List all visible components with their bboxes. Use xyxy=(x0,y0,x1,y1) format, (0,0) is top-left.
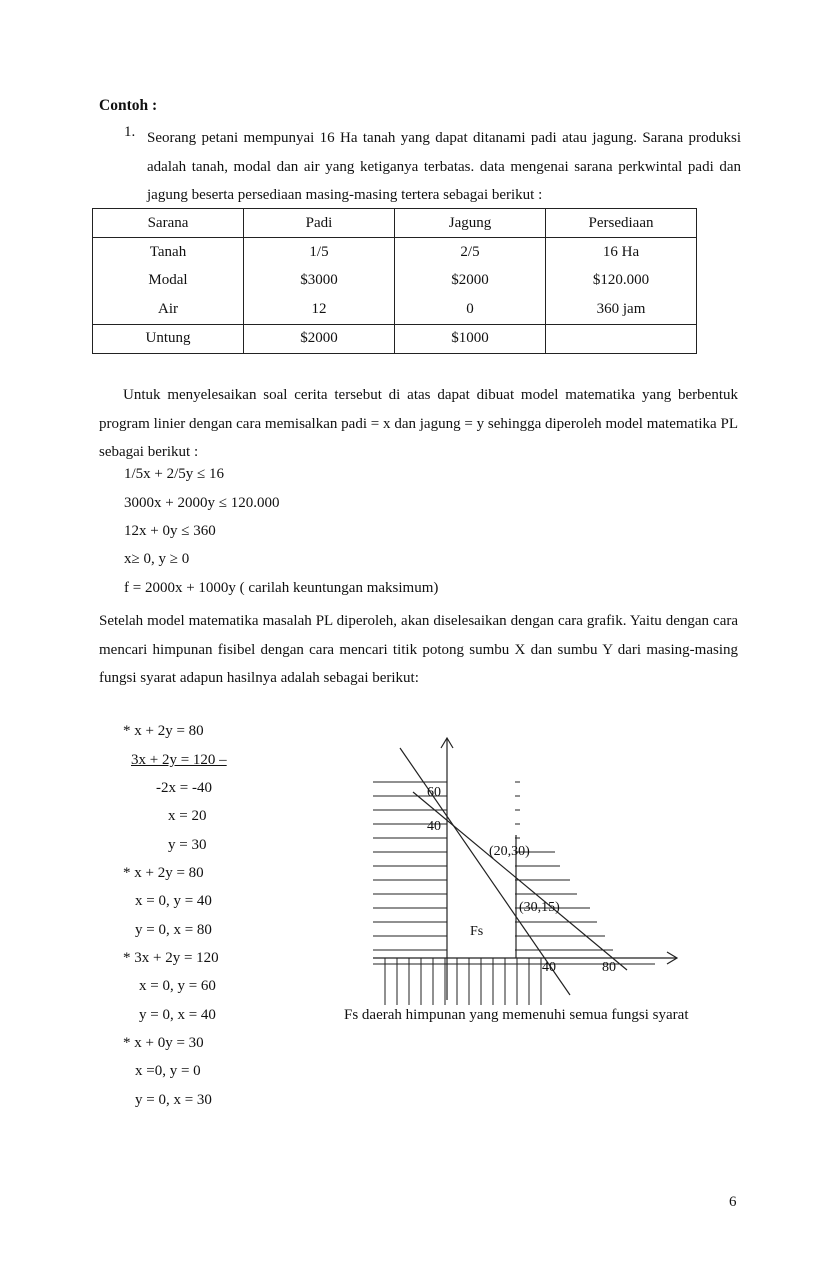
calc-line: x = 20 xyxy=(168,808,207,824)
table-cell: Modal xyxy=(93,267,244,296)
table-row xyxy=(93,267,697,296)
table-cell: $2000 xyxy=(395,267,546,296)
calc-line: * x + 2y = 80 xyxy=(123,865,204,881)
table-cell: Untung xyxy=(93,324,244,353)
table-header-cell: Sarana xyxy=(93,209,244,238)
tick-label-y60: 60 xyxy=(427,785,441,800)
calc-line: y = 0, x = 30 xyxy=(135,1092,212,1108)
table-cell: 16 Ha xyxy=(546,238,697,267)
table-cell: 2/5 xyxy=(395,238,546,267)
paragraph-graphical-method: Setelah model matematika masalah PL diperoleh, akan diselesaikan dengan cara grafik. Yaitu dengan cara mencari himpunan fisibel dengan cara mencari titik potong sumbu X dan sumbu Y dari masing-masing fungsi syarat adapun hasilnya adalah sebagai berikut: xyxy=(99,613,738,686)
calc-line: y = 0, x = 80 xyxy=(135,922,212,938)
table-profit-row xyxy=(93,324,697,353)
table-row xyxy=(93,238,697,267)
constraint-capital: 3000x + 2000y ≤ 120.000 xyxy=(124,495,280,511)
objective-function: f = 2000x + 1000y ( carilah keuntungan maksimum) xyxy=(124,580,439,596)
resource-table xyxy=(92,208,697,354)
example-heading: Contoh : xyxy=(99,97,158,114)
table-cell: $3000 xyxy=(244,267,395,296)
table-cell: 0 xyxy=(395,295,546,324)
calc-line: x = 0, y = 40 xyxy=(135,893,212,909)
calc-line: y = 30 xyxy=(168,837,207,853)
constraint-water: 12x + 0y ≤ 360 xyxy=(124,523,216,539)
point-label-20-30: (20,30) xyxy=(489,844,530,859)
calc-line: x =0, y = 0 xyxy=(135,1063,201,1079)
calc-line: * x + 0y = 30 xyxy=(123,1035,204,1051)
vertical-hatching xyxy=(385,958,541,1005)
table-header-cell: Padi xyxy=(244,209,395,238)
tick-label-x40: 40 xyxy=(542,960,556,975)
paragraph-model-intro: Untuk menyelesaikan soal cerita tersebut di atas dapat dibuat model matematika yang berbentuk program linier dengan cara memisalkan padi = x dan jagung = y sehingga diperoleh model matematika PL sebagai berikut : xyxy=(99,387,738,460)
tick-label-y40: 40 xyxy=(427,819,441,834)
table-cell: $1000 xyxy=(395,324,546,353)
table-cell: Air xyxy=(93,295,244,324)
calc-line: * x + 2y = 80 xyxy=(123,723,204,739)
table-cell: 1/5 xyxy=(244,238,395,267)
table-row xyxy=(93,295,697,324)
tick-label-x80: 80 xyxy=(602,960,616,975)
calc-line: 3x + 2y = 120 – xyxy=(131,752,227,768)
calc-line: y = 0, x = 40 xyxy=(139,1007,216,1023)
graph-caption: Fs daerah himpunan yang memenuhi semua fungsi syarat xyxy=(344,1007,689,1023)
table-cell: Tanah xyxy=(93,238,244,267)
table-header-row xyxy=(93,209,697,238)
line-x-2y-80 xyxy=(413,792,627,970)
constraint-nonnegative: x≥ 0, y ≥ 0 xyxy=(124,551,190,567)
feasible-region-label: Fs xyxy=(470,924,484,939)
constraint-land: 1/5x + 2/5y ≤ 16 xyxy=(124,466,225,482)
problem-text: Seorang petani mempunyai 16 Ha tanah yang dapat ditanami padi atau jagung. Sarana produksi adalah tanah, modal dan air yang ketiganya terbatas. data mengenai sarana perkwintal padi dan jagung beserta persediaan masing-masing tertera sebagai berikut : xyxy=(147,130,741,203)
calc-line: -2x = -40 xyxy=(156,780,212,796)
table-header-cell: Persediaan xyxy=(546,209,697,238)
table-cell: 12 xyxy=(244,295,395,324)
calc-line: x = 0, y = 60 xyxy=(139,978,216,994)
point-label-30-15: (30,15) xyxy=(519,900,560,915)
feasible-region-graph xyxy=(365,730,695,1015)
table-cell: $120.000 xyxy=(546,267,697,296)
page-number: 6 xyxy=(729,1194,737,1210)
table-header-cell: Jagung xyxy=(395,209,546,238)
calc-line: * 3x + 2y = 120 xyxy=(123,950,219,966)
table-cell xyxy=(546,324,697,353)
table-cell: $2000 xyxy=(244,324,395,353)
table-cell: 360 jam xyxy=(546,295,697,324)
problem-number: 1. xyxy=(124,124,136,140)
